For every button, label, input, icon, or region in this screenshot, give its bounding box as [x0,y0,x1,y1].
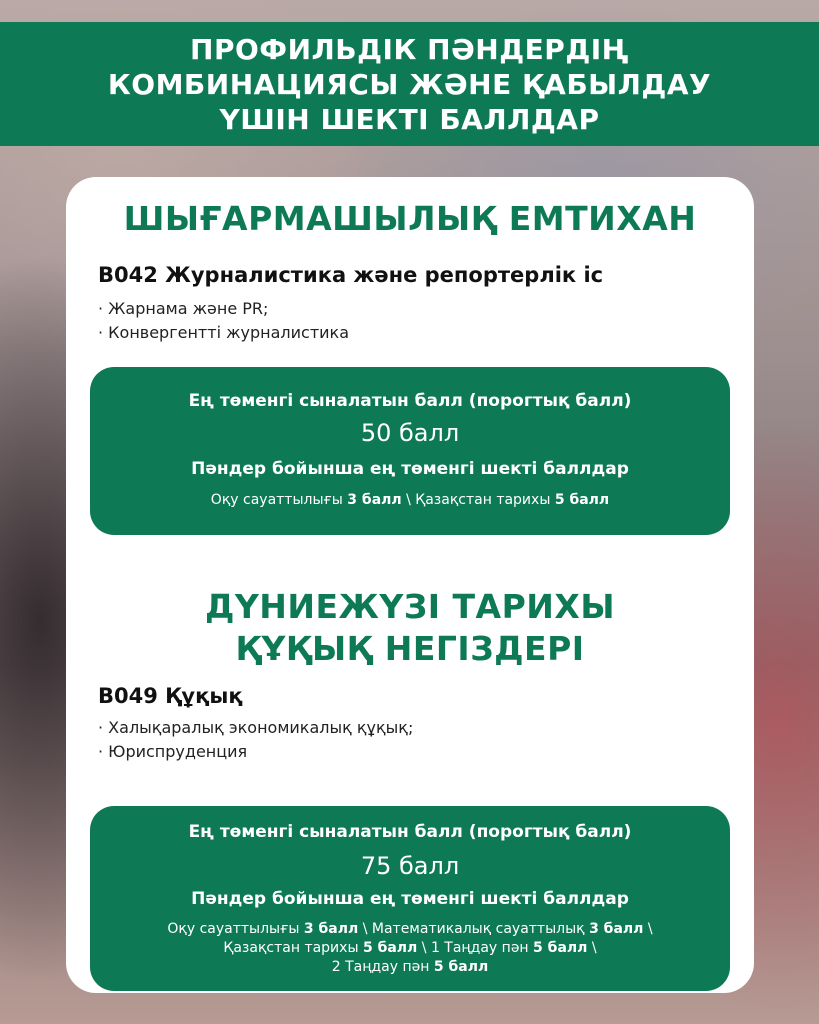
threshold-box [90,367,730,535]
specialization-list [98,716,413,764]
subject-score: 5 балл [533,940,588,956]
subject-score: 5 балл [362,940,418,956]
subject-score: 3 балл [347,492,402,508]
subject-scores: Оқу сауаттылығы 3 балл \ Қазақстан тарихы 5 балл [210,492,610,508]
page-title: ПРОФИЛЬДІК ПӘНДЕРДІҢ КОМБИНАЦИЯСЫ ЖӘНЕ ҚАБЫЛДАУ ҮШІН ШЕКТІ БАЛЛДАР [107,32,712,136]
section-title-world-history: ДҮНИЕЖҮЗІ ТАРИХЫ [204,587,616,626]
subject-name: Оқу сауаттылығы [210,492,343,508]
threshold-box [90,806,730,991]
subject-name: Математикалық сауаттылық [371,921,585,937]
subject-score: 3 балл [303,921,359,937]
specialization-list [98,297,349,345]
subject-score: 3 балл [589,921,644,937]
list-item: · Конвергентті журналистика [98,321,349,345]
list-item: · Халықаралық экономикалық құқық; [98,716,413,740]
threshold-label: Ең төменгі сыналатын балл (порогтық балл) [188,391,632,411]
subject-scores: Оқу сауаттылығы 3 балл \ Математикалық сауаттылық 3 балл \ Қазақстан тарихы 5 балл \ 1 Таңдау пән 5 балл \ 2 Таңдау пән 5 балл [167,921,653,975]
program-title-journalism: В042 Журналистика және репортерлік іс [98,263,604,287]
list-item: · Жарнама және PR; [98,297,349,321]
section-title-law-basics: ҚҰҚЫҚ НЕГІЗДЕРІ [235,629,585,668]
list-item: · Юриспруденция [98,740,413,764]
subjects-label: Пәндер бойынша ең төменгі шекті баллдар [191,459,629,479]
subject-name: Қазақстан тарихы [415,492,551,508]
subject-name: 2 Таңдау пән [331,959,430,975]
program-title-law: В049 Құқық [98,684,243,708]
subjects-label: Пәндер бойынша ең төменгі шекті баллдар [191,889,629,909]
threshold-score: 75 балл [360,852,460,880]
info-card [66,177,754,993]
subject-name: 1 Таңдау пән [430,940,529,956]
section-title-creative-exam: ШЫҒАРМАШЫЛЫҚ ЕМТИХАН [123,199,697,238]
subject-score: 5 балл [554,492,610,508]
threshold-label: Ең төменгі сыналатын балл (порогтық балл) [188,822,632,842]
subject-score: 5 балл [433,959,489,975]
threshold-score: 50 балл [360,419,460,447]
subject-name: Оқу сауаттылығы [167,921,300,937]
subject-name: Қазақстан тарихы [223,940,359,956]
header-banner [0,22,819,146]
